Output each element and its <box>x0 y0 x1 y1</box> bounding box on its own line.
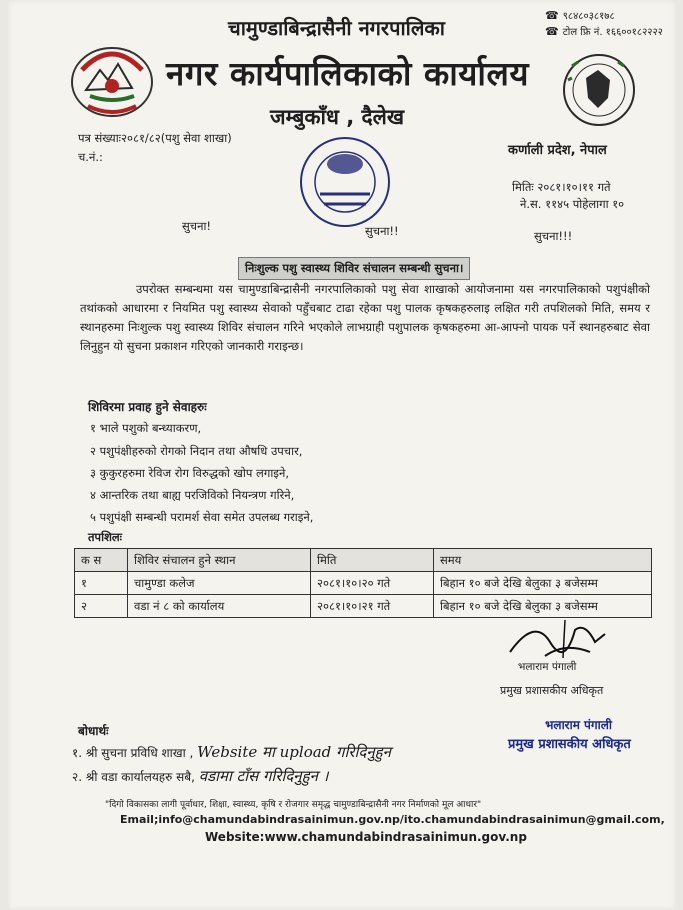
body-paragraph: उपरोक्त सम्बन्धमा यस चामुण्डाबिन्द्रासैनी नगरपालिकाको पशु सेवा शाखाको आयोजनामा यस नगरपालिकाको पशुपंक्षीको तथांकको आधारमा र नियमित पशु स्वास्थ्य सेवाको पहुँचबाट टाढा रहेका पशु पालक कृषकहरुलाइ लक्षित गरी तपशिलको मिति, समय र स्थानहरुमा निःशुल्क पशु स्वास्थ्य शिविर संचालन गरिने भएकोले लाभग्राही पशुपालक कृषकहरुमा आ-आफ्नो पायक पर्ने स्थानहरुबाट सेवा लिनुहुन यो सुचना प्रकाशन गरिएको जानकारी गराइन्छ। <box>80 282 650 353</box>
date-bs: मितिः २०८१।१०।११ गते <box>512 180 611 194</box>
service-item: ४ आन्तरिक तथा बाह्य परजिविको नियन्त्रण गरिने, <box>90 488 295 502</box>
notice-word-2: सुचना!! <box>365 224 399 238</box>
tollfree-number: टोल फ्रि नं. १६६००१८२२२२ <box>562 27 663 38</box>
cc-recipient: २. श्री वडा कार्यालयहरु सबै, <box>72 770 195 784</box>
cc-recipient: १. श्री सुचना प्रविधि शाखा , <box>72 746 194 760</box>
table-row <box>75 572 652 595</box>
office-location: जम्बुकाँध , दैलेख <box>270 105 405 129</box>
service-item: १ भाले पशुको बन्ध्याकरण, <box>90 421 202 435</box>
nepal-emblem-icon <box>68 40 156 120</box>
signature-scribble <box>505 612 625 662</box>
signatory-name: भलाराम पंगाली <box>518 661 577 673</box>
office-stamp-icon <box>290 132 400 232</box>
cell-serial: २ <box>75 595 128 618</box>
footer-website[interactable]: Website:www.chamundabindrasainimun.gov.np <box>205 830 527 844</box>
cell-location: चामुण्डा कलेज <box>128 572 311 595</box>
service-item: ५ पशुपंक्षी सम्बन्धी परामर्श सेवा समेत उपलब्ध गराइने, <box>90 510 314 524</box>
header-time: समय <box>434 549 652 572</box>
date-ns: ने.स. ११४५ पोहेलागा १० <box>520 197 625 211</box>
cell-time: बिहान १० बजे देखि बेलुका ३ बजेसम्म <box>434 572 652 595</box>
schedule-table <box>74 548 652 618</box>
cc-heading: बोधार्थः <box>78 724 109 738</box>
stamp-name: भलाराम पंगाली <box>545 718 612 732</box>
notice-word-3: सुचना!!! <box>534 229 573 243</box>
cc-handwritten-note: Website मा upload गरिदिनुहुन <box>197 743 391 761</box>
municipality-logo-icon <box>558 50 640 130</box>
header-location: शिविर संचालन हुने स्थान <box>128 549 311 572</box>
cell-serial: १ <box>75 572 128 595</box>
service-item: ३ कुकुरहरुमा रेविज रोग विरुद्धको खोप लगाइने, <box>90 466 289 480</box>
phone-line <box>545 8 615 22</box>
letter-number: पत्र संख्याः२०८१/८२(पशु सेवा शाखा) <box>78 131 232 145</box>
schedule-label: तपशिलः <box>88 530 123 544</box>
cell-location: वडा नं ८ को कार्यालय <box>128 595 311 618</box>
services-heading: शिविरमा प्रवाह हुने सेवाहरुः <box>88 400 207 414</box>
province: कर्णाली प्रदेश, नेपाल <box>508 143 607 158</box>
notice-word-1: सुचना! <box>182 219 212 233</box>
dispatch-number: च.नं.: <box>78 150 103 164</box>
table-header-row <box>75 549 652 572</box>
footer-email[interactable]: Email;info@chamundabindrasainimun.gov.np/ito.chamundabindrasainimun@gmail.com, <box>120 813 665 826</box>
cell-time: बिहान १० बजे देखि बेलुका ३ बजेसम्म <box>434 595 652 618</box>
stamp-title: प्रमुख प्रशासकीय अधिकृत <box>508 737 631 752</box>
tollfree-line <box>545 24 663 38</box>
cell-date: २०८१।१०।२१ गते <box>311 595 434 618</box>
cell-date: २०८१।१०।२० गते <box>311 572 434 595</box>
office-name: नगर कार्यपालिकाको कार्यालय <box>166 54 529 93</box>
phone-icon: ☎ <box>545 9 559 22</box>
cc-item <box>72 766 328 786</box>
footer-slogan: "दिगो विकासका लागी पूर्वाधार, शिक्षा, स्वास्थ्य, कृषि र रोजगार समृद्ध चामुण्डाबिन्द्रासैनी नगर निर्माणको मूल आधार" <box>105 800 482 810</box>
phone-icon: ☎ <box>545 25 559 38</box>
cc-handwritten-note: वडामा टाँस गरिदिनुहुन । <box>198 767 329 785</box>
signatory-title: प्रमुख प्रशासकीय अधिकृत <box>500 684 604 697</box>
subject-line: निःशुल्क पशु स्वास्थ्य शिविर संचालन सम्बन्धी सुचना। <box>238 257 470 280</box>
cc-item <box>72 742 391 762</box>
header-serial: क स <box>75 549 128 572</box>
header-date: मिति <box>311 549 434 572</box>
service-item: २ पशुपंक्षीहरुको रोगको निदान तथा औषधि उपचार, <box>90 444 303 458</box>
municipality-name: चामुण्डाबिन्द्रासैनी नगरपालिका <box>228 16 445 40</box>
phone-number: ९८४८०३८१७८ <box>562 11 615 22</box>
